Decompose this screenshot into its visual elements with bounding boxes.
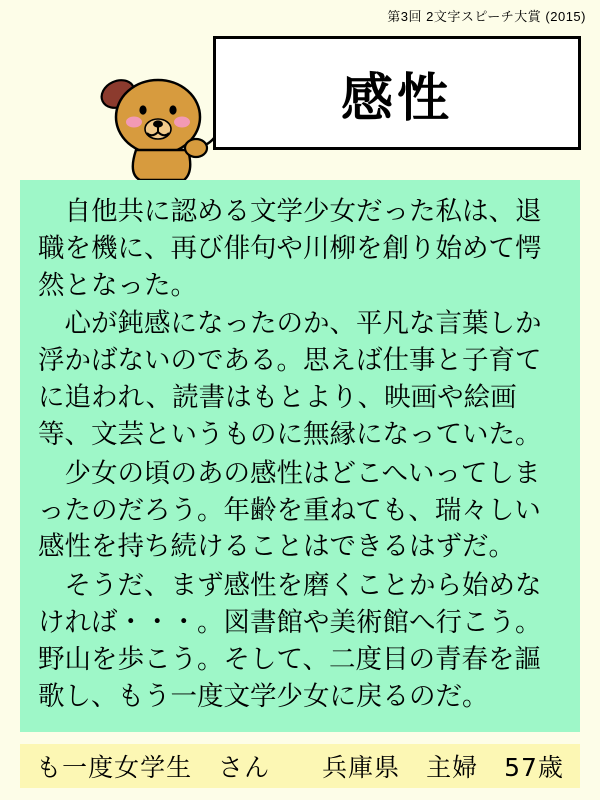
paragraph: 少女の頃のあの感性はどこへいってしまったのだろう。年齢を重ねても、瑞々しい感性を持ち続けることはできるはずだ。 [38,457,541,563]
dog-illustration [96,72,226,182]
signboard-title: 感性 [340,68,453,129]
paragraph: 心が鈍感になったのか、平凡な言葉しか浮かばないのである。思えば仕事と子育てに追われ、読書はもとより、映画や絵画等、文芸というものに無縁になっていた。 [38,308,542,450]
essay-body [20,180,580,732]
author-byline: も一度女学生 さん 兵庫県 主婦 57歳 [36,753,564,782]
signboard [213,36,581,150]
paragraph: 自他共に認める文学少女だった私は、退職を機に、再び俳句や川柳を創り始めて愕然となった。 [38,196,542,301]
paragraph: そうだ、まず感性を磨くことから始めなければ・・・。図書館や美術館へ行こう。野山を歩こう。そして、二度目の青春を謳歌し、もう一度文学少女に戻るのだ。 [38,570,542,712]
page-header: 第3回 2文字スピーチ大賞 (2015) [387,9,586,24]
author-byline-band [20,744,580,788]
